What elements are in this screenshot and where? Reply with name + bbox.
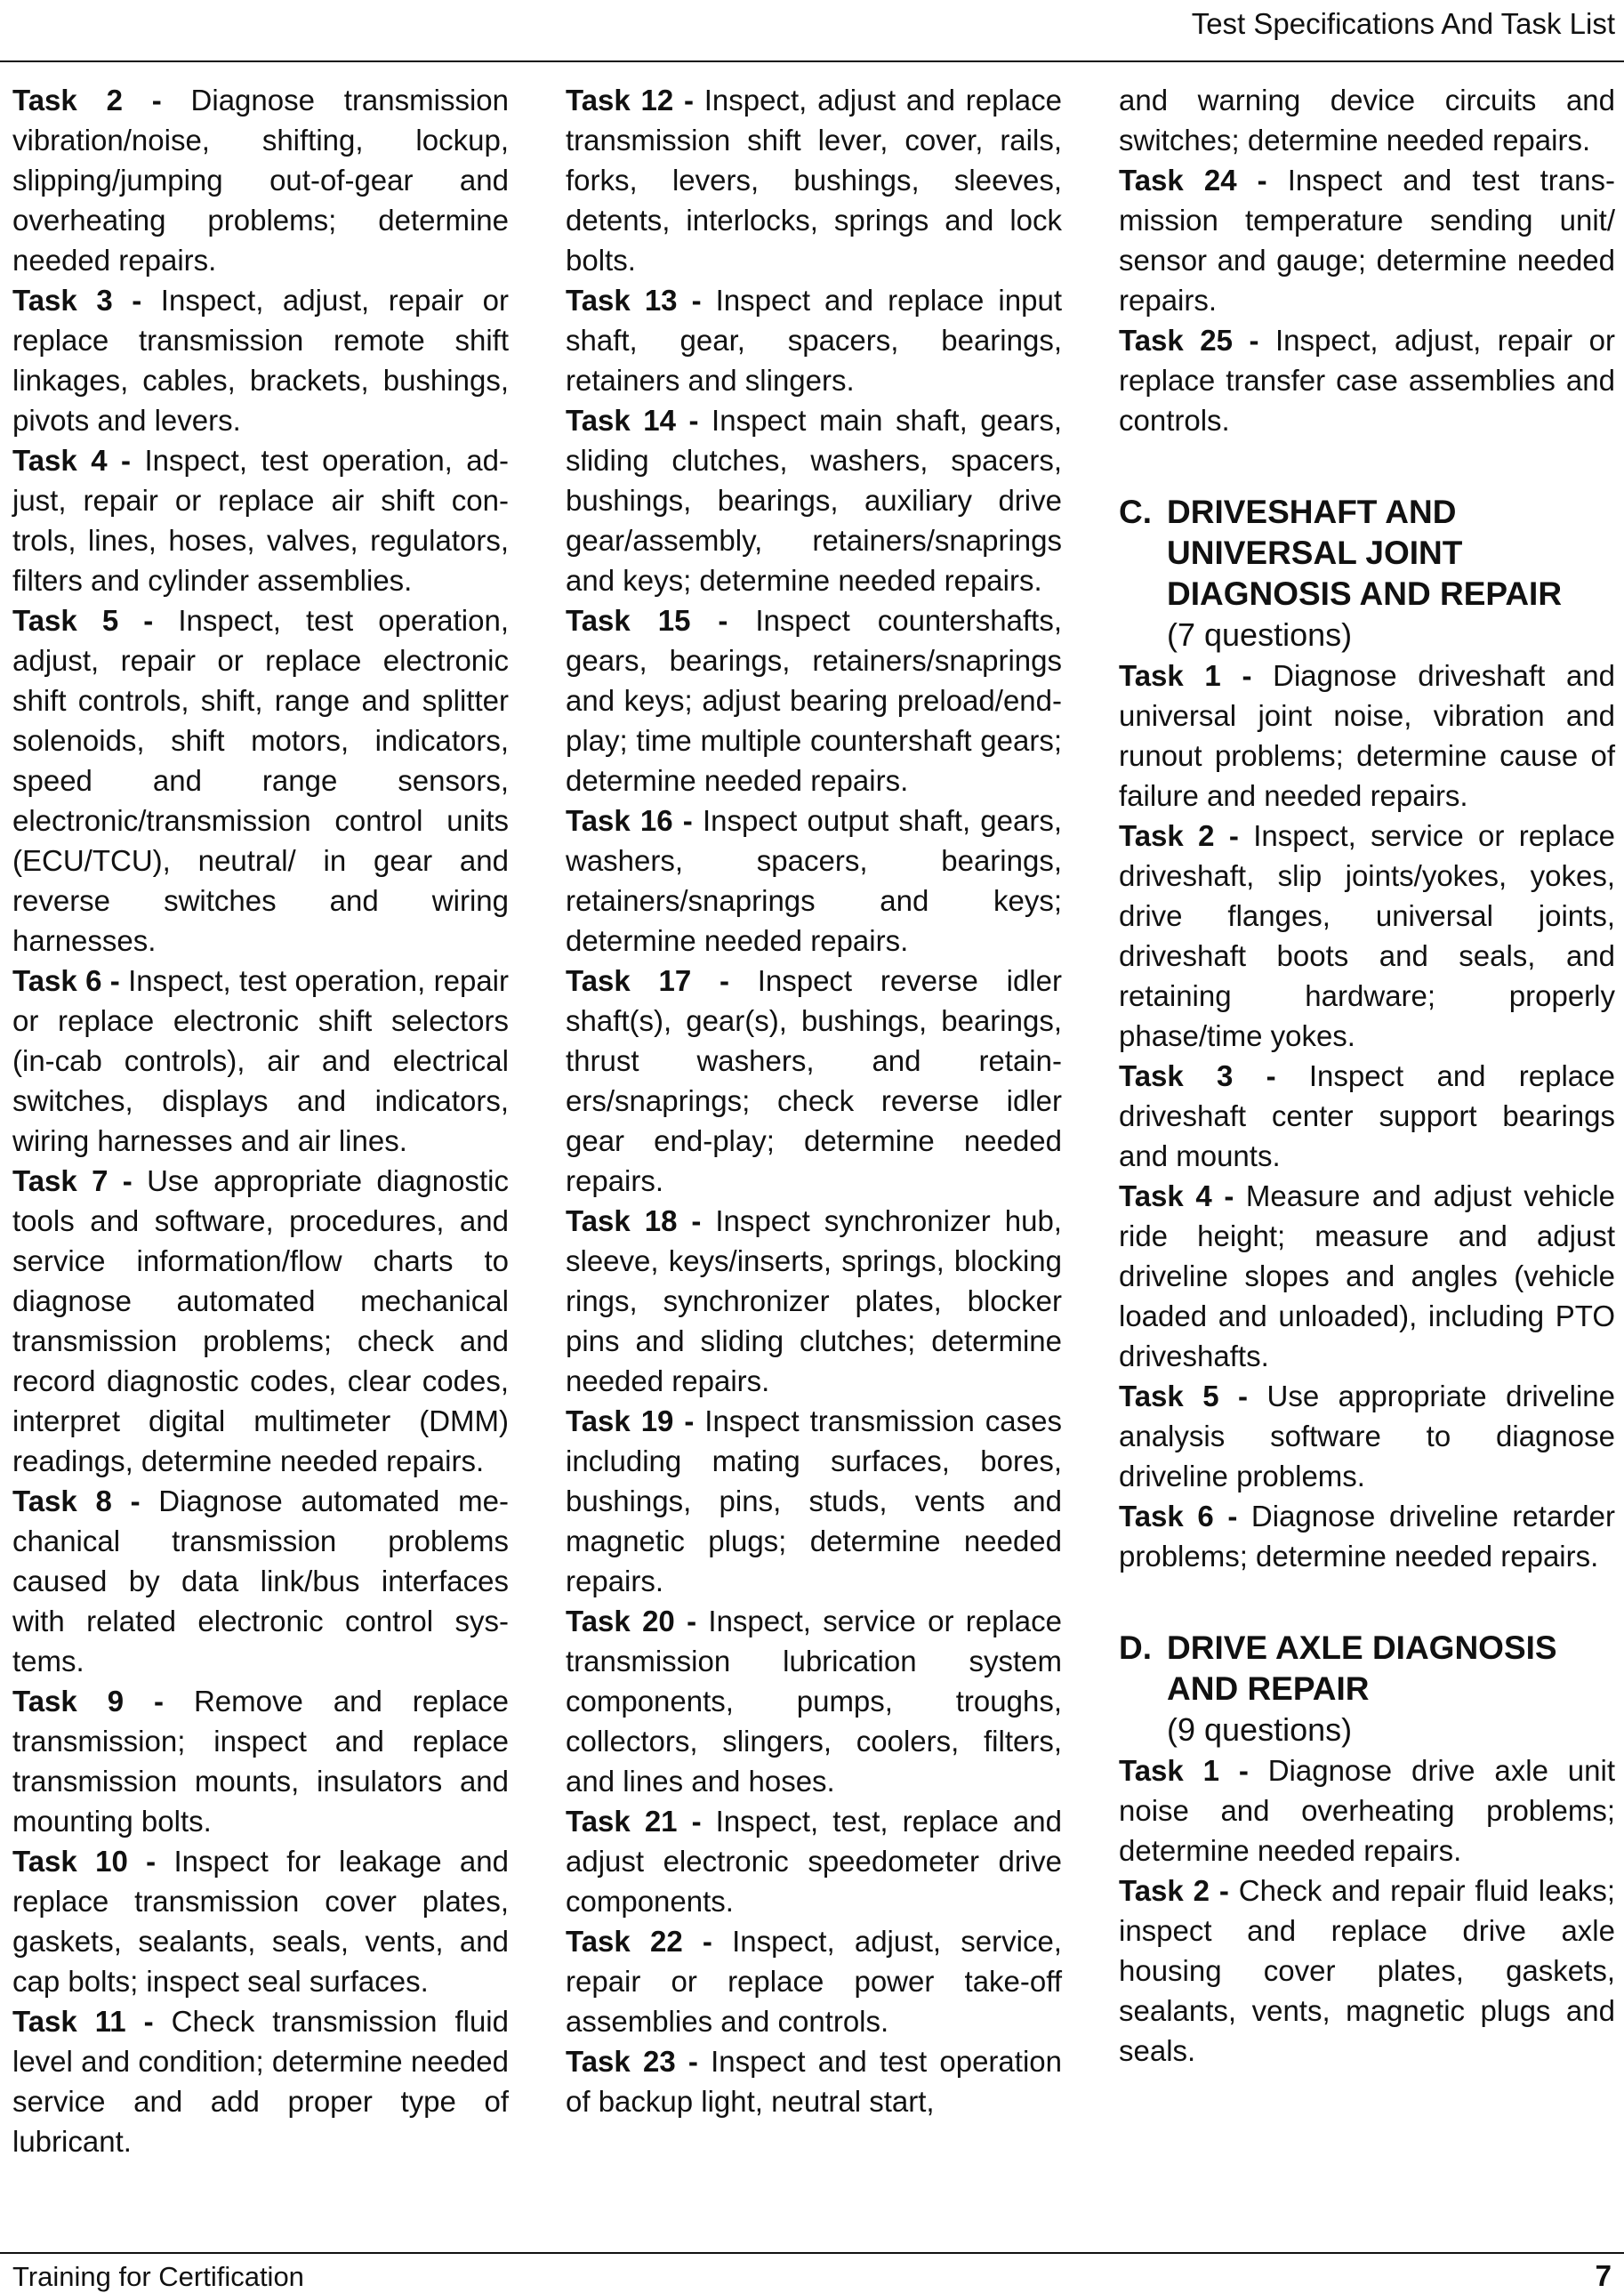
task-label: Task 21 - <box>566 1805 702 1838</box>
section-c-question-count: (7 questions) <box>1167 616 1353 653</box>
task-label: Task 1 - <box>1119 659 1252 692</box>
footer-text: Training for Certification <box>12 2261 304 2292</box>
task-item <box>12 1841 509 2001</box>
task-text: Inspect, service or replace driveshaft, slip joints/yokes, yokes, drive flanges, universal joints, driveshaft boots and seals, and retaining hardware; properly phase/time yokes. <box>1119 819 1616 1052</box>
header-rule <box>0 60 1624 62</box>
task-item <box>1119 160 1615 320</box>
task-item <box>12 961 509 1161</box>
task-label: Task 3 - <box>12 284 142 317</box>
task-item <box>566 1401 1062 1601</box>
task-label: Task 6 - <box>12 964 120 997</box>
task-label: Task 12 - <box>566 84 694 117</box>
task-text: Inspect and replace driveshaft center support bearings and mounts. <box>1119 1059 1615 1172</box>
task-text: Inspect reverse idler shaft(s), gear(s), bushings, bearings, thrust washers, and retainers/snaprings; check reverse idler gear end-play; determine needed repairs. <box>566 964 1062 1197</box>
task-text: Use appropriate driveline analysis software to diagnose driveline problems. <box>1119 1380 1615 1492</box>
section-d-heading <box>1119 1628 1615 1710</box>
task-label: Task 19 - <box>566 1404 695 1437</box>
task-text: Inspect countershafts, gears, bearings, retainers/snaprings and keys; adjust bearing preload/end-play; time multiple countershaft gears; determine needed repairs. <box>566 604 1062 797</box>
task-text: Measure and adjust vehicle ride height; measure and adjust driveline slopes and angles (vehicle loaded and unloaded), including PTO driveshafts. <box>1119 1179 1615 1372</box>
footer-rule <box>0 2252 1624 2254</box>
task-text: Inspect, adjust, repair or replace transmission remote shift linkages, cables, brackets, bushings, pivots and levers. <box>12 284 509 437</box>
task-text: Inspect and test operation of backup light, neutral start, <box>566 2045 1062 2118</box>
task-label: Task 7 - <box>12 1164 133 1197</box>
task-item <box>1119 320 1615 440</box>
task-item <box>566 600 1062 801</box>
task-item <box>566 961 1062 1201</box>
task-label: Task 10 - <box>12 1845 157 1878</box>
task-label: Task 2 - <box>1119 819 1239 852</box>
section-d-letter: D. <box>1119 1629 1152 1666</box>
task-text: Diagnose automated mechanical transmission problems caused by data link/bus interfaces with related electronic control systems. <box>12 1484 509 1678</box>
task-text: Inspect, test operation, adjust, repair or replace air shift controls, lines, hoses, valves, regulators, filters and cylinder assemblies. <box>12 444 509 597</box>
section-d <box>1119 1628 1615 2071</box>
task-text: Inspect synchronizer hub, sleeve, keys/inserts, springs, blocking rings, synchronizer plates, blocker pins and sliding clutches; determine needed repairs. <box>566 1204 1062 1397</box>
task-label: Task 22 - <box>566 1925 712 1958</box>
task-label: Task 24 - <box>1119 164 1267 197</box>
task-item <box>566 801 1062 961</box>
task-item <box>1119 1056 1615 1176</box>
task-item <box>12 440 509 600</box>
task-label: Task 18 - <box>566 1204 702 1237</box>
task-label: Task 20 - <box>566 1605 697 1637</box>
task-label: Task 13 - <box>566 284 702 317</box>
task-text: Diagnose driveshaft and universal joint noise, vibration and runout problems; determine cause of failure and needed repairs. <box>1119 659 1616 812</box>
task-item <box>12 1161 509 1481</box>
section-d-question-count: (9 questions) <box>1167 1711 1353 1748</box>
page-header-title: Test Specifications And Task List <box>1191 7 1615 40</box>
task-text: Inspect for leakage and replace transmission cover plates, gaskets, sealants, seals, vents, and cap bolts; inspect seal surfaces. <box>12 1845 509 1998</box>
section-d-title: DRIVE AXLE DIAGNOSIS AND REPAIR <box>1167 1629 1557 1707</box>
task-text: Inspect, test operation, adjust, repair or replace electronic shift controls, shift, range and splitter solenoids, shift motors, indicators, speed and range sensors, electronic/transmission control units (ECU/TCU), neutral/ in gear and reverse switches and wiring harnesses. <box>12 604 509 957</box>
task-item <box>1119 1376 1615 1496</box>
task-item <box>12 2001 509 2161</box>
task-label: Task 5 - <box>1119 1380 1249 1412</box>
task-item <box>566 1801 1062 1921</box>
task-text: Inspect, adjust and replace transmission shift lever, cover, rails, forks, levers, bushings, sleeves, detents, interlocks, springs and lock bolts. <box>566 84 1062 277</box>
task-label: Task 16 - <box>566 804 693 837</box>
task-label: Task 15 - <box>566 604 728 637</box>
task-item <box>12 1681 509 1841</box>
task-label: Task 25 - <box>1119 324 1259 357</box>
task-text: Inspect, test, replace and adjust electronic speedometer drive components. <box>566 1805 1062 1918</box>
task-item <box>566 400 1062 600</box>
task-item <box>1119 1496 1615 1576</box>
task-text: Check transmission fluid level and condition; determine needed service and add proper type of lubricant. <box>12 2005 509 2158</box>
task-label: Task 23 - <box>566 2045 698 2078</box>
task-item <box>566 1201 1062 1401</box>
column-2 <box>566 80 1062 2121</box>
task-text: Inspect and test transmission temperature sending unit/ sensor and gauge; determine needed repairs. <box>1119 164 1615 317</box>
task-item <box>1119 656 1615 816</box>
task-label: Task 2 - <box>12 84 162 117</box>
task-label: Task 11 - <box>12 2005 154 2038</box>
task-text: Remove and replace transmission; inspect and replace transmission mounts, insulators and mounting bolts. <box>12 1685 509 1838</box>
task-label: Task 6 - <box>1119 1500 1238 1533</box>
task-text: Inspect transmission cases including mating surfaces, bores, bushings, pins, studs, vents and magnetic plugs; determine needed repairs. <box>566 1404 1062 1597</box>
task-label: Task 17 - <box>566 964 729 997</box>
task-text: Use appropriate diagnostic tools and software, procedures, and service information/flow charts to diagnose automated mechanical transmission problems; check and record diagnostic codes, clear codes, interpret digital multimeter (DMM) readings, determine needed repairs. <box>12 1164 509 1477</box>
task-text: Diagnose driveline retarder problems; determine needed repairs. <box>1119 1500 1615 1573</box>
continuation-text: and warning device circuits and switches; determine needed repairs. <box>1119 84 1615 157</box>
task-label: Task 4 - <box>1119 1179 1234 1212</box>
task-label: Task 3 - <box>1119 1059 1276 1092</box>
task-item <box>12 80 509 280</box>
section-c-heading <box>1119 492 1615 615</box>
task-item <box>1119 816 1615 1056</box>
section-c-letter: C. <box>1119 494 1152 530</box>
task-item <box>1119 1176 1615 1376</box>
task-label: Task 5 - <box>12 604 154 637</box>
task-text: Inspect and replace input shaft, gear, spacers, bearings, retainers and slingers. <box>566 284 1062 397</box>
task-item <box>566 1921 1062 2041</box>
section-c-title: DRIVESHAFT AND UNIVERSAL JOINT DIAGNOSIS AND REPAIR <box>1167 494 1563 612</box>
task-text: Diagnose drive axle unit noise and overheating problems; determine needed repairs. <box>1119 1754 1615 1867</box>
task-label: Task 9 - <box>12 1685 164 1718</box>
task-label: Task 4 - <box>12 444 131 477</box>
task-text: Check and repair fluid leaks; inspect and replace drive axle housing cover plates, gaskets, sealants, vents, magnetic plugs and seals. <box>1119 1874 1615 2067</box>
task-item <box>1119 1871 1615 2071</box>
task-item <box>566 2041 1062 2121</box>
task-label: Task 8 - <box>12 1484 141 1517</box>
task-item <box>12 280 509 440</box>
section-c <box>1119 492 1615 1576</box>
task-text: Inspect main shaft, gears, sliding clutches, washers, spacers, bushings, bearings, auxiliary drive gear/assembly, retainers/snaprings and keys; determine needed repairs. <box>566 404 1062 597</box>
task-label: Task 14 - <box>566 404 699 437</box>
task-label: Task 1 - <box>1119 1754 1249 1787</box>
task-text: Diagnose transmission vibration/noise, shifting, lockup, slipping/jumping out-of-gear and overheating problems; determine needed repairs. <box>12 84 509 277</box>
task-item <box>566 280 1062 400</box>
task-item <box>12 1481 509 1681</box>
task-text: Inspect, adjust, repair or replace transfer case assemblies and controls. <box>1119 324 1615 437</box>
task-item <box>12 600 509 961</box>
task-label: Task 2 - <box>1119 1874 1229 1907</box>
task-text: Inspect, adjust, service, repair or replace power take-off assemblies and controls. <box>566 1925 1062 2038</box>
task-text: Inspect, service or replace transmission lubrication system components, pumps, troughs, collectors, slingers, coolers, filters, and lines and hoses. <box>566 1605 1062 1798</box>
page-number: 7 <box>1595 2259 1612 2292</box>
task-text: Inspect output shaft, gears, washers, spacers, bearings, retainers/snaprings and keys; determine needed repairs. <box>566 804 1062 957</box>
task-text: Inspect, test operation, repair or replace electronic shift selectors (in-cab controls), air and electrical switches, displays and indicators, wiring harnesses and air lines. <box>12 964 510 1157</box>
task-item <box>566 1601 1062 1801</box>
column-3 <box>1119 80 1615 2071</box>
column-1 <box>12 80 509 2161</box>
task-columns <box>12 80 1616 2233</box>
task-item <box>566 80 1062 280</box>
task-item <box>1119 1750 1615 1871</box>
